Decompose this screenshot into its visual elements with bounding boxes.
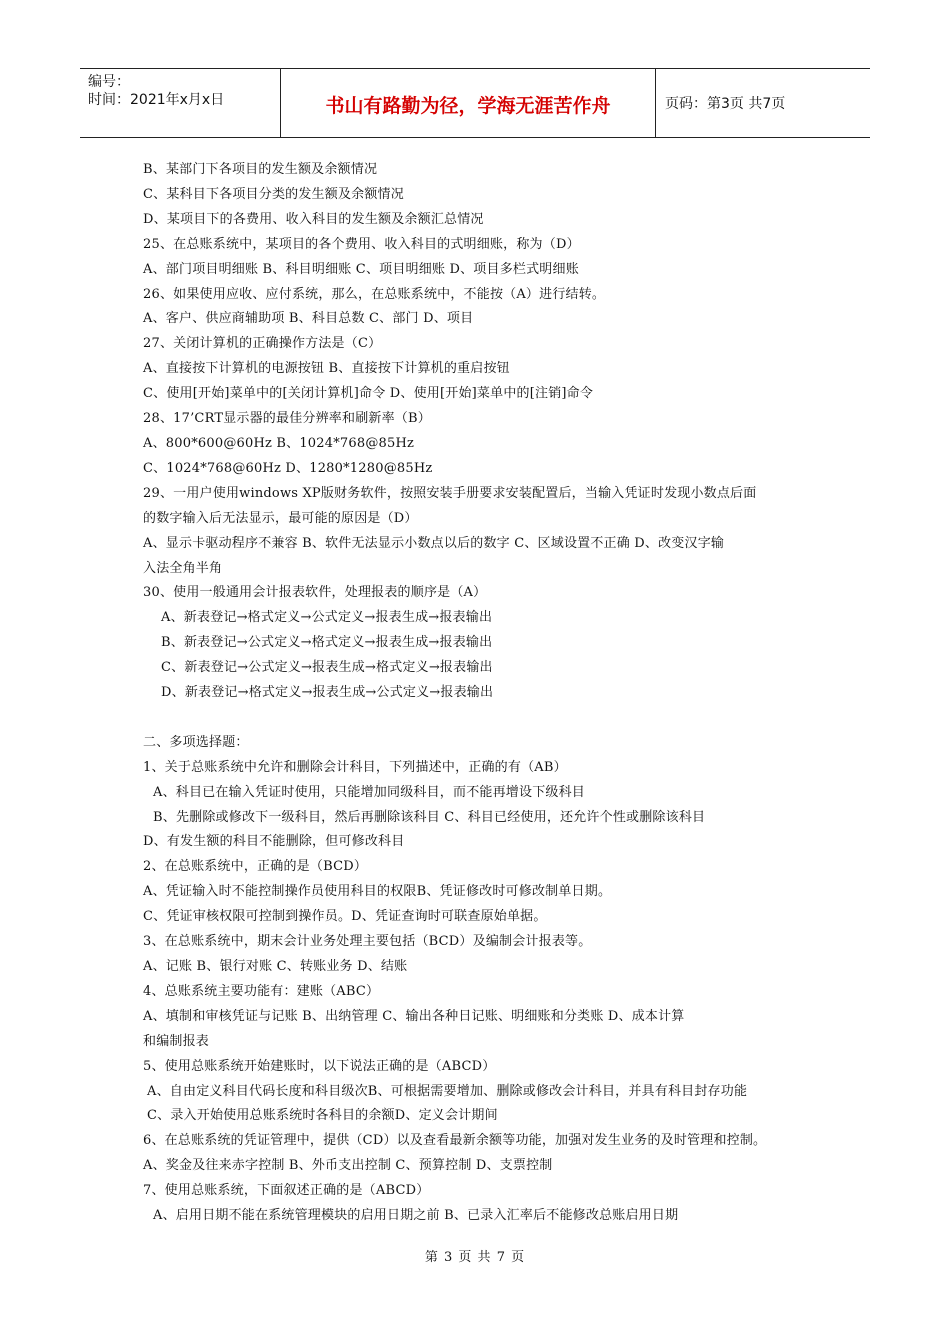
mc-question-3: 3、在总账系统中，期末会计业务处理主要包括（BCD）及编制会计报表等。 xyxy=(143,934,592,950)
text-line: D、某项目下的各费用、收入科目的发生额及余额汇总情况 xyxy=(143,211,484,227)
text-line: A、自由定义科目代码长度和科目级次B、可根据需要增加、删除或修改会计科目，并具有科目封存功能 xyxy=(147,1083,748,1099)
text-line: 入法全角半角 xyxy=(143,560,223,576)
text-line: C、1024*768@60Hz D、1280*1280@85Hz xyxy=(143,460,433,476)
document-body xyxy=(143,158,823,1229)
text-line: B、先删除或修改下一级科目，然后再删除该科目 C、科目已经使用，还允许个性或删除该科目 xyxy=(153,809,706,825)
text-line: A、直接按下计算机的电源按钮 B、直接按下计算机的重启按钮 xyxy=(143,361,510,377)
text-line: 和编制报表 xyxy=(143,1033,210,1049)
text-line: C、某科目下各项目分类的发生额及余额情况 xyxy=(143,186,404,202)
page-label: 页码：第3页 共7页 xyxy=(665,96,786,112)
question-30: 30、使用一般通用会计报表软件，处理报表的顺序是（A） xyxy=(143,585,487,601)
text-line: A、显示卡驱动程序不兼容 B、软件无法显示小数点以后的数字 C、区域设置不正确 D、改变汉字输 xyxy=(143,535,725,551)
question-27: 27、关闭计算机的正确操作方法是（C） xyxy=(143,336,382,352)
text-line: A、新表登记→格式定义→公式定义→报表生成→报表输出 xyxy=(161,610,493,626)
header-meta xyxy=(80,69,280,137)
text-line: D、新表登记→格式定义→报表生成→公式定义→报表输出 xyxy=(161,685,494,701)
text-line: A、客户、供应商辅助项 B、科目总数 C、部门 D、项目 xyxy=(143,311,474,327)
text-line: C、使用[开始]菜单中的[关闭计算机]命令 D、使用[开始]菜单中的[注销]命令 xyxy=(143,386,594,402)
motto: 书山有路勤为径，学海无涯苦作舟 xyxy=(325,95,611,117)
section-heading: 二、多项选择题： xyxy=(143,734,249,750)
text-line: A、启用日期不能在系统管理模块的启用日期之前 B、已录入汇率后不能修改总账启用日期 xyxy=(153,1208,679,1224)
text-line: A、部门项目明细账 B、科目明细账 C、项目明细账 D、项目多栏式明细账 xyxy=(143,261,579,277)
text-line: B、新表登记→公式定义→格式定义→报表生成→报表输出 xyxy=(161,635,493,651)
blank-line xyxy=(143,706,823,731)
header-motto-cell xyxy=(280,69,656,137)
mc-question-4: 4、总账系统主要功能有：建账（ABC） xyxy=(143,983,380,999)
page-header xyxy=(80,68,870,138)
mc-question-7: 7、使用总账系统，下面叙述正确的是（ABCD） xyxy=(143,1183,430,1199)
mc-question-1: 1、关于总账系统中允许和删除会计科目，下列描述中，正确的有（AB） xyxy=(143,759,567,775)
text-line: A、奖金及往来赤字控制 B、外币支出控制 C、预算控制 D、支票控制 xyxy=(143,1158,553,1174)
text-line: C、凭证审核权限可控制到操作员。D、凭证查询时可联查原始单据。 xyxy=(143,909,547,925)
text-line: C、新表登记→公式定义→报表生成→格式定义→报表输出 xyxy=(161,660,493,676)
text-line: A、800*600@60Hz B、1024*768@85Hz xyxy=(143,435,415,451)
text-line: D、有发生额的科目不能删除，但可修改科目 xyxy=(143,834,405,850)
question-25: 25、在总账系统中，某项目的各个费用、收入科目的式明细账，称为（D） xyxy=(143,236,580,252)
text-line: B、某部门下各项目的发生额及余额情况 xyxy=(143,162,378,177)
text-line: C、录入开始使用总账系统时各科目的余额D、定义会计期间 xyxy=(147,1108,498,1124)
text-line: A、科目已在输入凭证时使用，只能增加同级科目，而不能再增设下级科目 xyxy=(153,784,585,800)
text-line: A、填制和审核凭证与记账 B、出纳管理 C、输出各种日记账、明细账和分类账 D、成本计算 xyxy=(143,1008,685,1024)
text-line: 的数字输入后无法显示，最可能的原因是（D） xyxy=(143,510,418,526)
header-page-cell xyxy=(655,69,870,137)
question-28: 28、17’CRT显示器的最佳分辨率和刷新率（B） xyxy=(143,411,431,427)
text-line: A、凭证输入时不能控制操作员使用科目的权限B、凭证修改时可修改制单日期。 xyxy=(143,884,612,900)
date-label: 时间：2021年x月x日 xyxy=(88,92,225,108)
question-29: 29、一用户使用windows XP版财务软件，按照安装手册要求安装配置后，当输入凭证时发现小数点后面 xyxy=(143,485,757,501)
code-label: 编号： xyxy=(88,74,130,90)
mc-question-5: 5、使用总账系统开始建账时，以下说法正确的是（ABCD） xyxy=(143,1058,496,1074)
text-line: A、记账 B、银行对账 C、转账业务 D、结账 xyxy=(143,958,408,974)
page-footer: 第 3 页 共 7 页 xyxy=(424,1250,526,1265)
question-26: 26、如果使用应收、应付系统，那么，在总账系统中，不能按（A）进行结转。 xyxy=(143,286,606,302)
mc-question-6: 6、在总账系统的凭证管理中，提供（CD）以及查看最新余额等功能，加强对发生业务的及时管理和控制。 xyxy=(143,1133,767,1149)
mc-question-2: 2、在总账系统中，正确的是（BCD） xyxy=(143,859,368,875)
